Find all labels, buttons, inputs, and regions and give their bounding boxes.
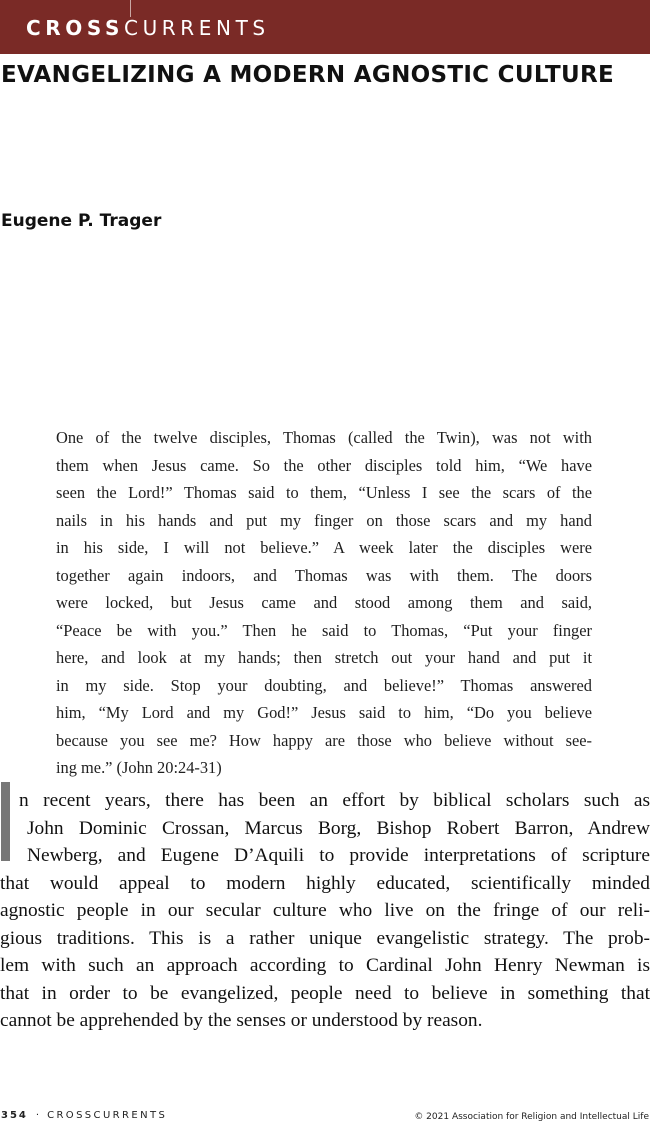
epigraph-line: nails in his hands and put my finger on those scars and my hand <box>56 510 592 530</box>
epigraph-line: ing me.” (John 20:24-31) <box>56 758 222 777</box>
body-paragraph <box>0 787 650 1035</box>
epigraph-line: in his side, I will not believe.” A week later the disciples were <box>56 538 592 557</box>
epigraph-line: “Peace be with you.” Then he said to Thomas, “Put your finger <box>56 620 592 640</box>
body-line: Newberg, and Eugene D’Aquili to provide interpretations of scripture <box>27 845 650 866</box>
epigraph-line: here, and look at my hands; then stretch out your hand and put it <box>56 648 592 667</box>
body-line: agnostic people in our secular culture who live on the fringe of our reli- <box>0 900 650 921</box>
body-line: that would appeal to modern highly educated, scientifically minded <box>0 872 650 894</box>
copyright-notice: © 2021 Association for Religion and Intellectual Life <box>414 1112 649 1122</box>
epigraph-line: One of the twelve disciples, Thomas (called the Twin), was not with <box>56 428 592 447</box>
footer-page-info <box>1 1110 167 1122</box>
epigraph-line: him, “My Lord and my God!” Jesus said to him, “Do you believe <box>56 703 592 722</box>
epigraph-line: in my side. Stop your doubting, and believe!” Thomas answered <box>56 675 592 695</box>
epigraph-line: because you see me? How happy are those who believe without see- <box>56 730 592 750</box>
journal-logo-light: CURRENTS <box>124 16 270 40</box>
epigraph-line: were locked, but Jesus came and stood among them and said, <box>56 593 592 612</box>
masthead-divider <box>130 0 131 17</box>
epigraph-line: them when Jesus came. So the other disciples told him, “We have <box>56 455 592 475</box>
footer-journal-name: CROSSCURRENTS <box>47 1110 168 1121</box>
journal-logo <box>26 17 270 39</box>
body-line: cannot be apprehended by the senses or understood by reason. <box>0 1010 483 1031</box>
body-line: that in order to be evangelized, people need to believe in something that <box>0 982 650 1004</box>
body-line: lem with such an approach according to Cardinal John Henry Newman is <box>0 955 650 976</box>
epigraph-line: seen the Lord!” Thomas said to them, “Unless I see the scars of the <box>56 483 592 502</box>
epigraph-line: together again indoors, and Thomas was with them. The doors <box>56 565 592 585</box>
journal-masthead <box>0 0 650 54</box>
article-title: EVANGELIZING A MODERN AGNOSTIC CULTURE <box>1 62 614 88</box>
body-line: John Dominic Crossan, Marcus Borg, Bishop Robert Barron, Andrew <box>27 817 650 839</box>
epigraph <box>56 424 592 782</box>
journal-logo-bold: CROSS <box>26 16 124 40</box>
footer-separator: · <box>35 1110 40 1121</box>
article-author: Eugene P. Trager <box>1 211 162 231</box>
body-line: n recent years, there has been an effort by biblical scholars such as <box>19 790 650 811</box>
body-line: gious traditions. This is a rather unique evangelistic strategy. The prob- <box>0 927 650 949</box>
page-number: 354 <box>1 1110 28 1121</box>
